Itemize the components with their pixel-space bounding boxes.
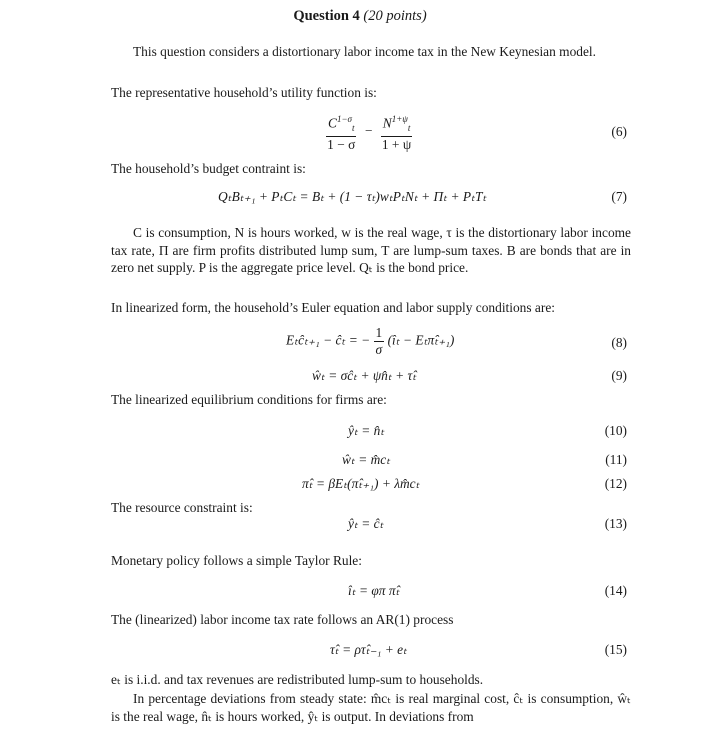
eq6-minus: −: [364, 123, 373, 139]
equation-14-label: (14): [604, 583, 627, 598]
eq6-c: C: [328, 115, 337, 131]
eq6-c-exp: 1−σ: [336, 114, 352, 124]
equation-7: QₜBₜ₊₁ + PₜCₜ = Bₜ + (1 − τₜ)wₜPₜNₜ + Πₜ + PₜTₜ: [218, 189, 487, 204]
equation-13: ŷₜ = ĉₜ: [348, 516, 384, 531]
eq6-n-exp: 1+ψ: [391, 114, 408, 124]
equation-12-label: (12): [604, 476, 627, 491]
equation-10-label: (10): [604, 423, 627, 438]
linearized-intro: In linearized form, the household’s Euler equation and labor supply conditions are:: [111, 300, 556, 315]
equation-7-label: (7): [611, 189, 627, 204]
equation-13-label: (13): [604, 516, 627, 531]
definitions-paragraph: C is consumption, N is hours worked, w is the real wage, τ is the distortionary labor income tax rate, Π are firm profits distributed lump sum, T are lump-sum taxes. B are bonds that are in zero net supply. P is the aggregate price level. Qₜ is the bond price.: [111, 225, 631, 275]
equation-9: ŵₜ = σĉₜ + ψn̂ₜ + τ̂ₜ: [312, 368, 417, 383]
question-heading: [0, 8, 720, 25]
equation-9-label: (9): [611, 368, 627, 383]
resource-intro: The resource constraint is:: [111, 500, 253, 515]
eq6-n: N: [382, 115, 392, 131]
equation-8: [286, 325, 454, 358]
equation-11-label: (11): [605, 452, 627, 467]
eq6-n-sub: t: [407, 123, 411, 134]
eq6-den-a: 1 − σ: [327, 137, 356, 153]
equation-10: ŷₜ = n̂ₜ: [348, 423, 385, 438]
eq8-frac-num: 1: [375, 325, 383, 340]
iid-paragraph: eₜ is i.i.d. and tax revenues are redistributed lump-sum to households.: [111, 672, 484, 687]
budget-intro: The household’s budget contraint is:: [111, 161, 306, 176]
intro-paragraph: This question considers a distortionary labor income tax in the New Keynesian model.: [133, 44, 596, 59]
firms-intro: The linearized equilibrium conditions for firms are:: [111, 392, 387, 407]
deviations-paragraph: In percentage deviations from steady state: m̂cₜ is real marginal cost, ĉₜ is consumption, ŵₜ is the real wage, n̂ₜ is hours worked, ŷₜ is output. In deviations from: [111, 691, 631, 724]
equation-8-label: (8): [611, 335, 627, 350]
question-points: (20 points): [363, 8, 427, 24]
equation-15-label: (15): [604, 642, 627, 657]
utility-intro: The representative household’s utility function is:: [111, 85, 377, 100]
equation-14: îₜ = φπ π̂ₜ: [348, 583, 400, 598]
tax-intro: The (linearized) labor income tax rate follows an AR(1) process: [111, 612, 454, 627]
equation-6: [326, 111, 412, 153]
monetary-intro: Monetary policy follows a simple Taylor Rule:: [111, 553, 362, 568]
equation-11: ŵₜ = m̂cₜ: [342, 452, 391, 467]
equation-15: τ̂ₜ = ρτ̂ₜ₋₁ + eₜ: [330, 642, 407, 657]
eq6-c-sub: t: [351, 123, 355, 134]
eq6-den-b: 1 + ψ: [381, 137, 412, 153]
equation-6-label: (6): [611, 124, 627, 139]
eq8-frac-den: σ: [375, 342, 383, 357]
equation-12: π̂ₜ = βEₜ(π̂ₜ₊₁) + λm̂cₜ: [302, 476, 420, 491]
question-title: Question 4: [293, 8, 360, 24]
eq8-rhs: (îₜ − Eₜπ̂ₜ₊₁): [387, 332, 455, 348]
eq8-lhs: Eₜĉₜ₊₁ − ĉₜ = −: [286, 332, 371, 348]
